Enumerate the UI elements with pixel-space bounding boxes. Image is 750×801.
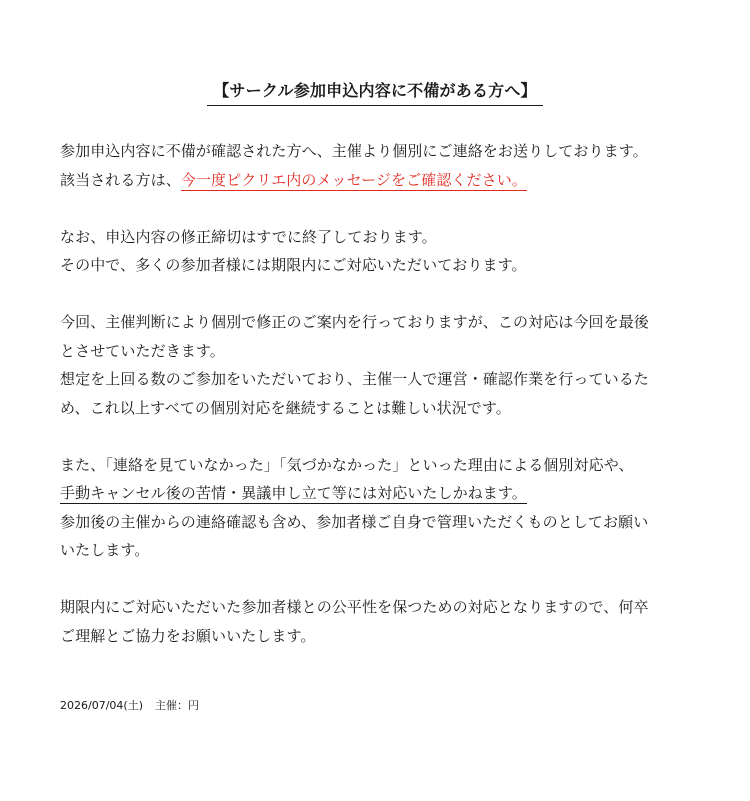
footer-date: 2026/07/04(土) bbox=[60, 699, 143, 712]
paragraph-deadline bbox=[60, 223, 700, 280]
footer-organizer: 主催：円 bbox=[154, 699, 199, 712]
text-line: いたします。 bbox=[60, 541, 150, 559]
text-line: め、これ以上すべての個別対応を継続することは難しい状況です。 bbox=[60, 398, 511, 417]
text-line: なお、申込内容の修正締切はすでに終了しております。 bbox=[60, 227, 437, 246]
paragraph-closing bbox=[60, 593, 700, 650]
announcement-body bbox=[60, 137, 700, 679]
text-line: 期限内にご対応いただいた参加者様との公平性を保つための対応となりますので、何卒 bbox=[60, 598, 649, 616]
underlined-emphasis-text: 手動キャンセル後の苦情・異議申し立て等には対応いたしかねます。 bbox=[60, 484, 527, 502]
text-line: 今回、主催判断により個別で修正のご案内を行っておりますが、この対応は今回を最後 bbox=[60, 313, 649, 331]
text-line bbox=[60, 166, 700, 195]
title-container bbox=[0, 79, 750, 106]
paragraph-policy bbox=[60, 451, 700, 565]
text-line: ご理解とご協力をお願いいたします。 bbox=[60, 626, 316, 645]
footer-signature bbox=[60, 696, 199, 716]
text-line: 想定を上回る数のご参加をいただいており、主催一人で運営・確認作業を行っているた bbox=[60, 370, 649, 388]
text-line: 参加後の主催からの連絡確認も含め、参加者様ご自身で管理いただくものとしてお願い bbox=[60, 512, 649, 531]
text-line: また、「連絡を見ていなかった」「気づかなかった」といった理由による個別対応や、 bbox=[60, 455, 634, 474]
red-emphasis-text: 今一度ピクリエ内のメッセージをご確認ください。 bbox=[180, 170, 527, 189]
text-line: その中で、多くの参加者様には期限内にご対応いただいております。 bbox=[60, 256, 527, 274]
text-line: とさせていただきます。 bbox=[60, 341, 225, 360]
text-line: 参加申込内容に不備が確認された方へ、主催より個別にご連絡をお送りしております。 bbox=[60, 142, 648, 160]
text-segment: 該当される方は、 bbox=[60, 170, 181, 189]
paragraph-final-notice bbox=[60, 308, 700, 422]
text-line bbox=[60, 479, 700, 508]
page-title: 【サークル参加申込内容に不備がある方へ】 bbox=[207, 79, 543, 106]
paragraph-notice bbox=[60, 137, 700, 194]
